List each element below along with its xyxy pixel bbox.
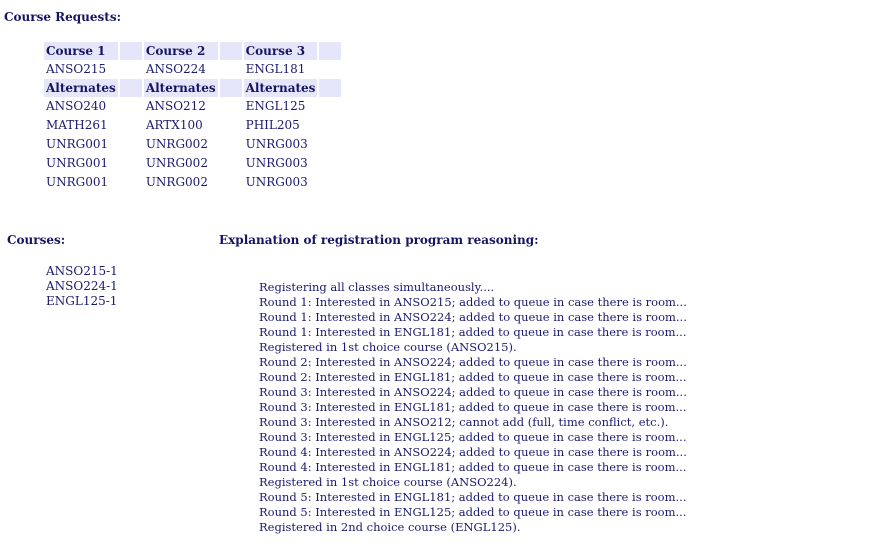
alternate-cell: UNRG002 [145,156,208,170]
spacer-cell [120,79,142,97]
spacer-cell [220,42,242,60]
log-line: Round 3: Interested in ENGL181; added to queue in case there is room... [259,400,687,414]
alternate-row [44,116,341,135]
spacer-cell [220,79,242,97]
courses-heading: Courses: [7,233,66,247]
log-line: Round 3: Interested in ANSO224; added to queue in case there is room... [259,385,687,399]
spacer-cell [319,42,341,60]
alternate-cell: UNRG003 [245,137,308,151]
registered-course: ENGL125-1 [46,294,118,308]
alternate-cell: ENGL125 [245,99,306,113]
registered-course: ANSO224-1 [46,279,118,293]
log-line: Registered in 2nd choice course (ENGL125). [259,520,521,534]
first-choice-1: ANSO215 [46,62,107,76]
course-requests-heading: Course Requests: [4,10,122,24]
alternate-cell: ANSO212 [145,99,206,113]
alternate-cell: UNRG001 [46,137,109,151]
alternate-cell: ANSO240 [46,99,107,113]
alternate-cell: UNRG002 [145,137,208,151]
log-line: Round 5: Interested in ENGL125; added to queue in case there is room... [259,505,687,519]
alternates-header-row [44,79,341,97]
alternate-cell: UNRG003 [245,156,308,170]
alternate-row [44,97,341,116]
alternates-2-header: Alternates [145,81,216,95]
first-choice-2: ANSO224 [145,62,206,76]
log-line: Round 2: Interested in ANSO224; added to queue in case there is room... [259,355,687,369]
log-line: Registering all classes simultaneously.... [259,280,495,294]
course-2-header: Course 2 [144,42,218,60]
alternate-cell: UNRG003 [245,175,308,189]
alternate-row [44,154,341,173]
log-line: Round 3: Interested in ANSO212; cannot add (full, time conflict, etc.). [259,415,669,429]
alternate-cell: UNRG002 [145,175,208,189]
registered-course: ANSO215-1 [46,264,118,278]
reasoning-log [259,280,687,535]
spacer-cell [120,42,142,60]
log-line: Registered in 1st choice course (ANSO215). [259,340,517,354]
log-line: Round 2: Interested in ENGL181; added to queue in case there is room... [259,370,687,384]
log-line: Round 5: Interested in ENGL181; added to queue in case there is room... [259,490,687,504]
log-line: Round 1: Interested in ANSO215; added to queue in case there is room... [259,295,687,309]
first-choice-row [44,60,341,79]
alternate-row [44,135,341,154]
alternate-cell: UNRG001 [46,156,109,170]
spacer-cell [319,79,341,97]
alternate-row [44,173,341,192]
registered-courses-list [46,264,118,309]
course-requests-table [42,42,343,192]
alternate-cell: ARTX100 [145,118,203,132]
course-3-header: Course 3 [244,42,318,60]
log-line: Registered in 1st choice course (ANSO224). [259,475,517,489]
log-line: Round 3: Interested in ENGL125; added to queue in case there is room... [259,430,687,444]
explanation-heading: Explanation of registration program reasoning: [219,233,539,247]
log-line: Round 1: Interested in ANSO224; added to queue in case there is room... [259,310,687,324]
course-header-row [44,42,341,60]
alternates-1-header: Alternates [46,81,116,95]
course-1-header: Course 1 [44,42,118,60]
alternate-cell: PHIL205 [245,118,300,132]
log-line: Round 4: Interested in ENGL181; added to queue in case there is room... [259,460,687,474]
alternate-cell: MATH261 [46,118,108,132]
alternates-3-header: Alternates [245,81,316,95]
log-line: Round 4: Interested in ANSO224; added to queue in case there is room... [259,445,687,459]
alternate-cell: UNRG001 [46,175,109,189]
first-choice-3: ENGL181 [245,62,306,76]
log-line: Round 1: Interested in ENGL181; added to queue in case there is room... [259,325,687,339]
